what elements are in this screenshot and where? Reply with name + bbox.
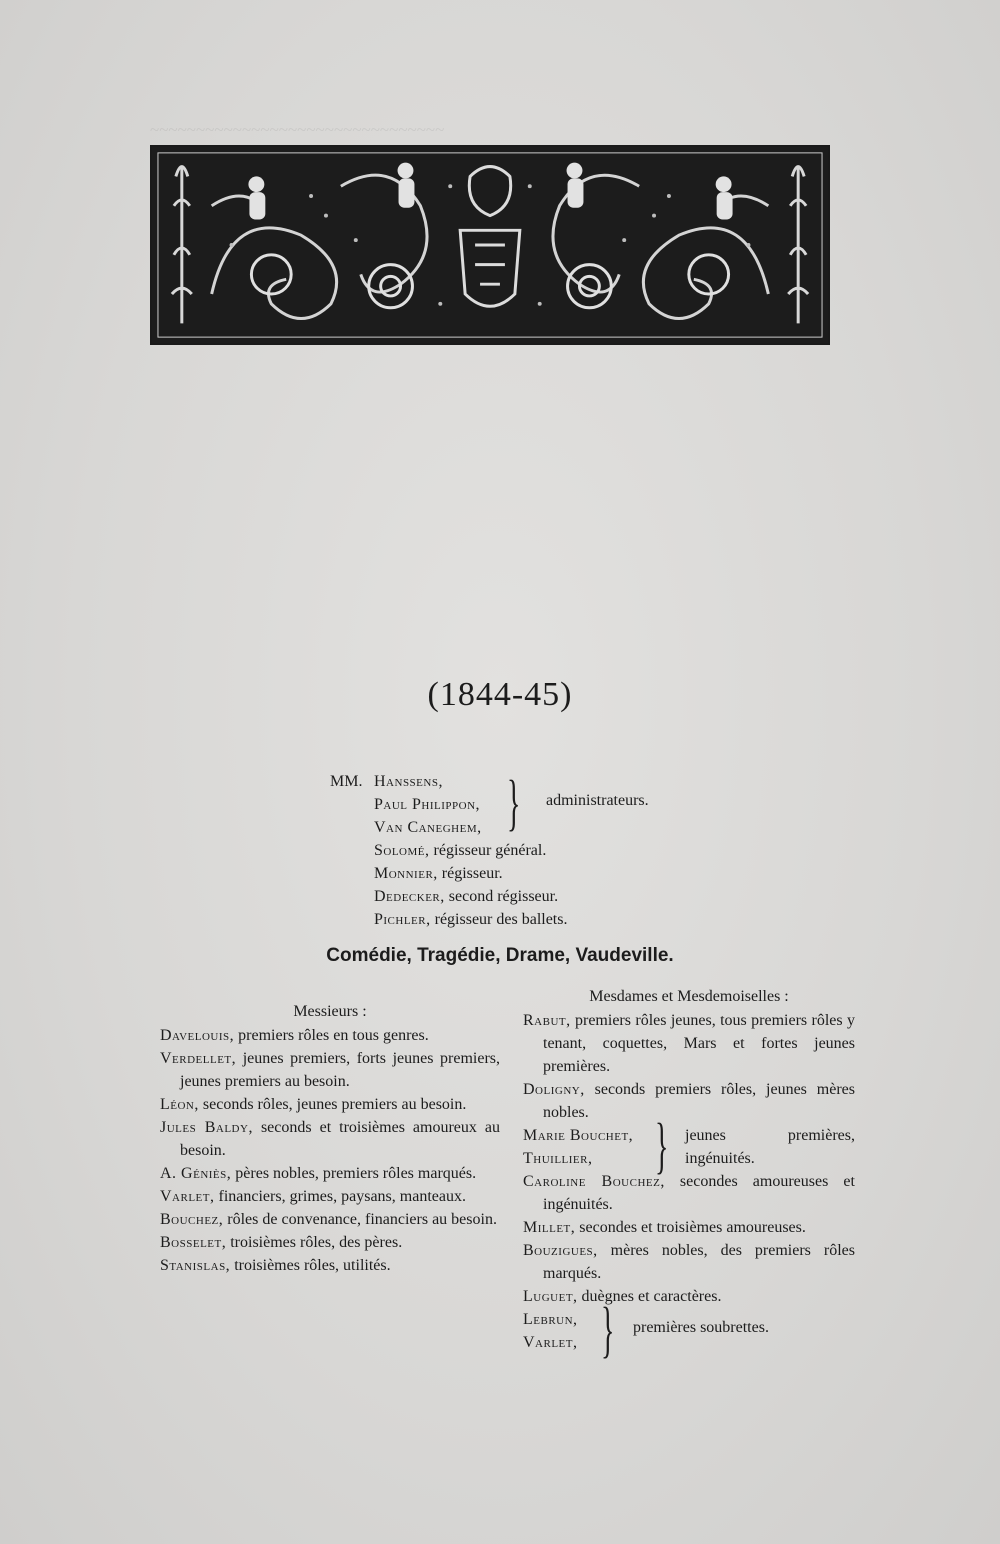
staff-line: Monnier, régisseur. [374,865,503,882]
cast-entry: Caroline Bouchez, secondes amoureuses et ingénuités. [523,1173,855,1213]
cast-entry: Varlet, financiers, grimes, paysans, manteaux. [160,1188,466,1205]
cast-entry: Bouchez, rôles de convenance, financiers au besoin. [160,1211,497,1228]
bleed-through: ~~~~~~~~~~~~~~~~~~~~~~~~~~~~~~~~ [150,120,445,139]
men-column [160,1000,500,1277]
cast-entry: A. Géniès, pères nobles, premiers rôles marqués. [160,1165,477,1182]
admin-name: Hanssens, [374,773,443,790]
cast-name: Lebrun, [523,1311,578,1328]
cast-name: Thuillier, [523,1150,593,1167]
cast-entry: Bosselet, troisièmes rôles, des pères. [160,1234,403,1251]
women-heading: Mesdames et Mesdemoiselles : [589,988,789,1005]
admin-name: Paul Philippon, [374,796,481,813]
cast-entry: Rabut, premiers rôles jeunes, tous premiers rôles y tenant, coquettes, Mars et fortes jeunes premières. [523,1012,855,1075]
cast-entry: Bouzigues, mères nobles, des premiers rôles marqués. [523,1242,855,1282]
brace-glyph: } [655,1112,669,1180]
brace-glyph: } [507,769,521,837]
cast-entry: Luguet, duègnes et caractères. [523,1288,722,1305]
cast-entry: Jules Baldy, seconds et troisièmes amoureux au besoin. [160,1119,500,1159]
cast-entry: Davelouis, premiers rôles en tous genres. [160,1027,429,1044]
cast-entry: Léon, seconds rôles, jeunes premiers au besoin. [160,1096,467,1113]
cast-entry: Doligny, seconds premiers rôles, jeunes mères nobles. [523,1081,855,1121]
cast-entry: Verdellet, jeunes premiers, forts jeunes premiers, jeunes premiers au besoin. [160,1050,500,1090]
staff-line: Solomé, régisseur général. [374,842,547,859]
cast-name: Varlet, [523,1334,578,1351]
ornament-illustration [152,147,828,343]
brace-glyph: } [601,1296,615,1364]
cast-entry: Stanislas, troisièmes rôles, utilités. [160,1257,391,1274]
ornamental-header-banner [150,145,830,345]
shared-role: premières soubrettes. [633,1319,769,1336]
cast-entry: Millet, secondes et troisièmes amoureuses. [523,1219,806,1236]
paired-entry [523,1112,855,1180]
staff-line: Dedecker, second régisseur. [374,888,559,905]
admin-name: Van Caneghem, [374,819,482,836]
cast-name: Marie Bouchet, [523,1127,634,1144]
section-title: Comédie, Tragédie, Drame, Vaudeville. [326,945,674,966]
staff-line: Pichler, régisseur des ballets. [374,911,568,928]
shared-role: jeunes premières, ingénuités. [685,1127,855,1167]
mm-prefix: MM. [330,773,363,790]
season-year: (1844-45) [427,676,573,713]
women-column [523,985,855,1364]
administrators-label: administrateurs. [546,792,649,809]
men-heading: Messieurs : [293,1003,367,1020]
